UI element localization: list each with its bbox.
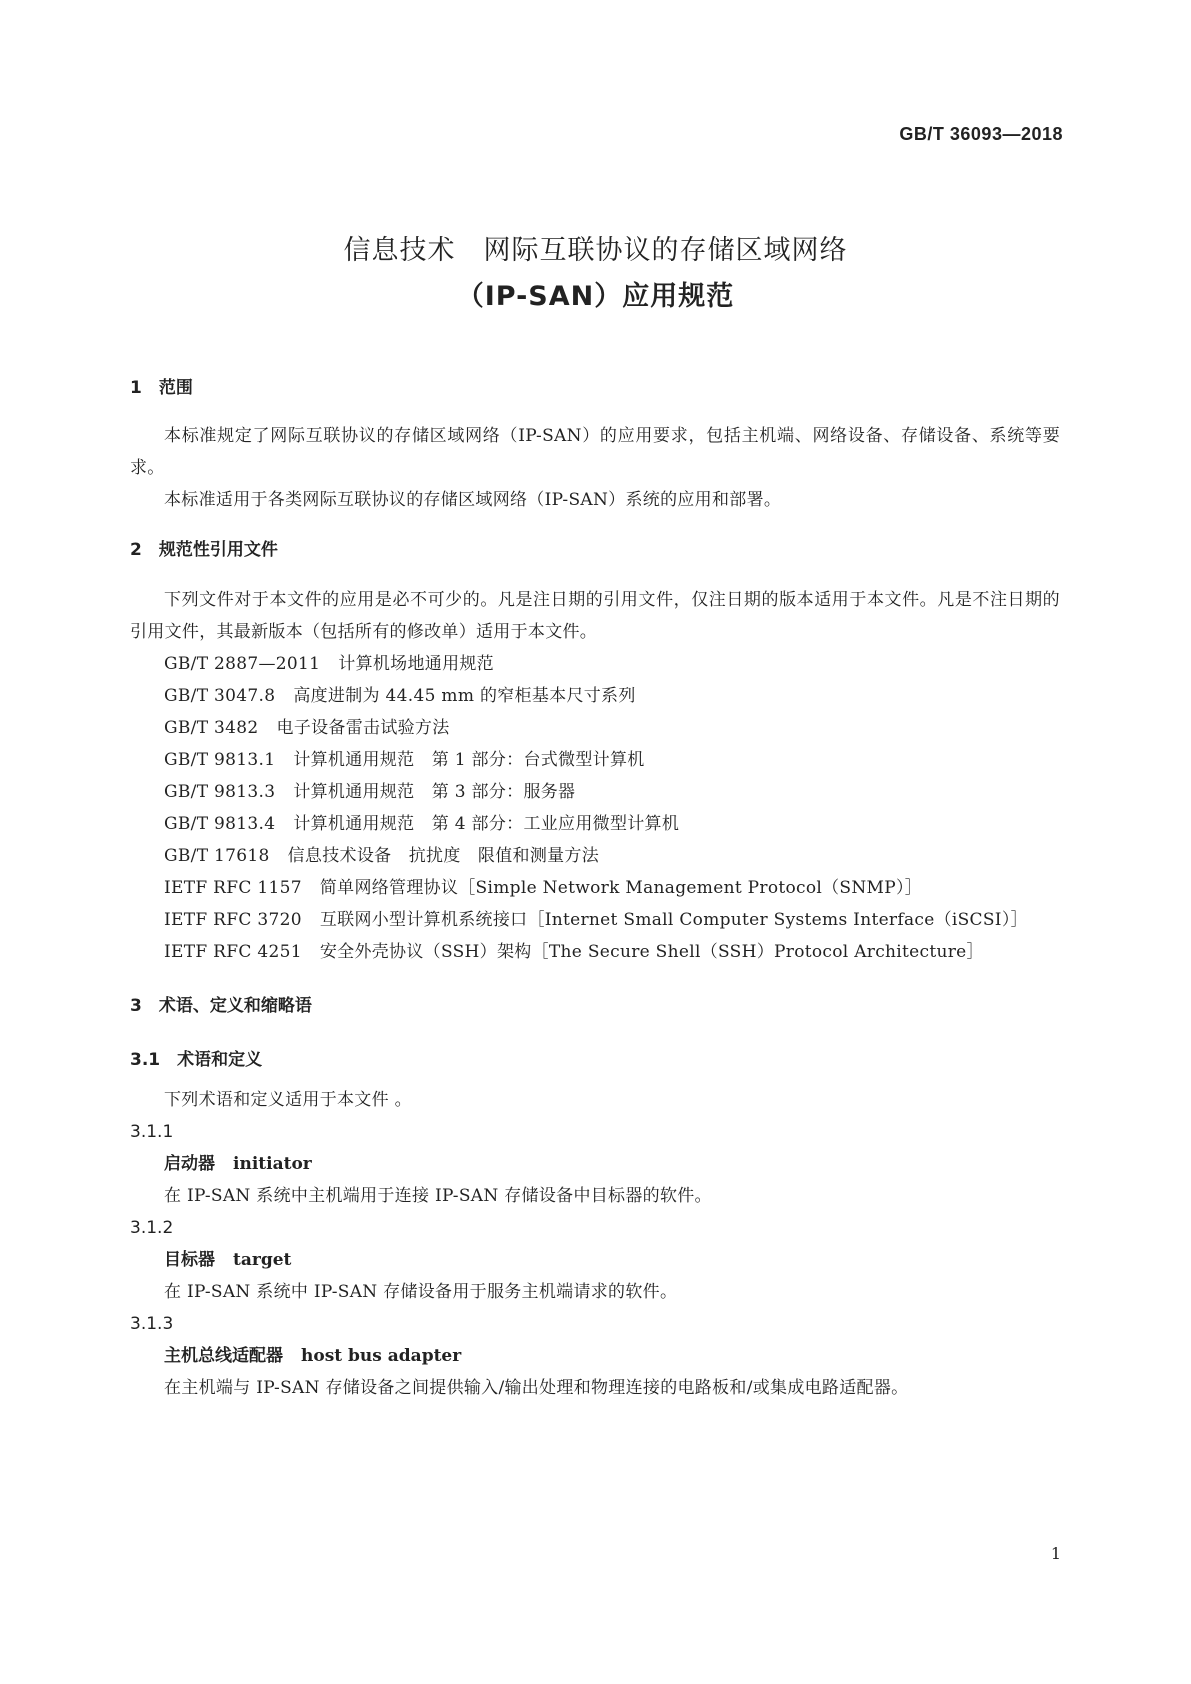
reference-code: GB/T 17618 bbox=[164, 846, 270, 866]
reference-code: IETF RFC 4251 bbox=[164, 942, 302, 962]
reference-item bbox=[130, 680, 1060, 712]
document-title bbox=[0, 228, 1191, 320]
reference-code: GB/T 9813.1 bbox=[164, 750, 276, 770]
title-line-1: 信息技术 网际互联协议的存储区域网络 bbox=[343, 235, 848, 266]
reference-title: 计算机通用规范 第 4 部分：工业应用微型计算机 bbox=[293, 814, 680, 834]
reference-code: GB/T 9813.4 bbox=[164, 814, 276, 834]
page-number: 1 bbox=[1050, 1544, 1061, 1563]
reference-title: 互联网小型计算机系统接口［Internet Small Computer Systems Interface（iSCSI）］ bbox=[319, 910, 1028, 930]
reference-title: 高度进制为 44.45 mm 的窄柜基本尺寸系列 bbox=[293, 686, 636, 706]
term-entry bbox=[130, 1340, 1060, 1372]
reference-code: GB/T 3047.8 bbox=[164, 686, 276, 706]
reference-code: IETF RFC 3720 bbox=[164, 910, 302, 930]
reference-item bbox=[130, 840, 1060, 872]
term-chinese: 目标器 bbox=[164, 1250, 215, 1270]
section-3-heading: 3 术语、定义和缩略语 bbox=[130, 996, 312, 1016]
term-english: initiator bbox=[233, 1154, 312, 1174]
term-chinese: 启动器 bbox=[164, 1154, 215, 1174]
title-line-2: （IP-SAN）应用规范 bbox=[456, 281, 735, 312]
reference-code: GB/T 2887—2011 bbox=[164, 654, 321, 674]
standard-number: GB/T 36093—2018 bbox=[899, 124, 1063, 144]
section-2-intro: 下列文件对于本文件的应用是必不可少的。凡是注日期的引用文件，仅注日期的版本适用于本文件。凡是不注日期的引用文件，其最新版本（包括所有的修改单）适用于本文件。 bbox=[130, 590, 1060, 642]
section-1-paragraph-2: 本标准适用于各类网际互联协议的存储区域网络（IP-SAN）系统的应用和部署。 bbox=[164, 490, 782, 510]
term-english: target bbox=[233, 1250, 292, 1270]
reference-item bbox=[130, 744, 1060, 776]
term-definition: 在主机端与 IP-SAN 存储设备之间提供输入/输出处理和物理连接的电路板和/或集成电路适配器。 bbox=[164, 1378, 909, 1398]
term-number: 3.1.2 bbox=[130, 1218, 174, 1238]
reference-title: 信息技术设备 抗扰度 限值和测量方法 bbox=[287, 846, 600, 866]
reference-title: 计算机通用规范 第 1 部分：台式微型计算机 bbox=[293, 750, 645, 770]
term-definition: 在 IP-SAN 系统中主机端用于连接 IP-SAN 存储设备中目标器的软件。 bbox=[164, 1186, 712, 1206]
term-chinese: 主机总线适配器 bbox=[164, 1346, 283, 1366]
section-1-paragraph-1: 本标准规定了网际互联协议的存储区域网络（IP-SAN）的应用要求，包括主机端、网络设备、存储设备、系统等要求。 bbox=[130, 426, 1060, 478]
reference-code: GB/T 9813.3 bbox=[164, 782, 276, 802]
reference-title: 简单网络管理协议［Simple Network Management Protocol（SNMP）］ bbox=[319, 878, 923, 898]
reference-item bbox=[130, 936, 1060, 968]
term-definition: 在 IP-SAN 系统中 IP-SAN 存储设备用于服务主机端请求的软件。 bbox=[164, 1282, 678, 1302]
section-2-heading: 2 规范性引用文件 bbox=[130, 540, 278, 560]
section-1-heading: 1 范围 bbox=[130, 378, 193, 398]
term-entry bbox=[130, 1244, 1060, 1276]
reference-code: GB/T 3482 bbox=[164, 718, 259, 738]
reference-item bbox=[130, 712, 1060, 744]
section-3-1-intro: 下列术语和定义适用于本文件 。 bbox=[164, 1090, 412, 1110]
reference-item bbox=[130, 904, 1060, 936]
reference-title: 计算机场地通用规范 bbox=[338, 654, 494, 674]
section-3-1-heading: 3.1 术语和定义 bbox=[130, 1050, 263, 1070]
reference-item bbox=[130, 808, 1060, 840]
reference-title: 计算机通用规范 第 3 部分：服务器 bbox=[293, 782, 576, 802]
reference-title: 安全外壳协议（SSH）架构［The Secure Shell（SSH）Protocol Architecture］ bbox=[319, 942, 984, 962]
reference-item bbox=[130, 872, 1060, 904]
reference-item bbox=[130, 776, 1060, 808]
term-number: 3.1.1 bbox=[130, 1122, 174, 1142]
reference-title: 电子设备雷击试验方法 bbox=[276, 718, 450, 738]
reference-item bbox=[130, 648, 1060, 680]
term-number: 3.1.3 bbox=[130, 1314, 174, 1334]
reference-code: IETF RFC 1157 bbox=[164, 878, 302, 898]
term-entry bbox=[130, 1148, 1060, 1180]
term-english: host bus adapter bbox=[301, 1346, 462, 1366]
document-body bbox=[130, 376, 1060, 1404]
